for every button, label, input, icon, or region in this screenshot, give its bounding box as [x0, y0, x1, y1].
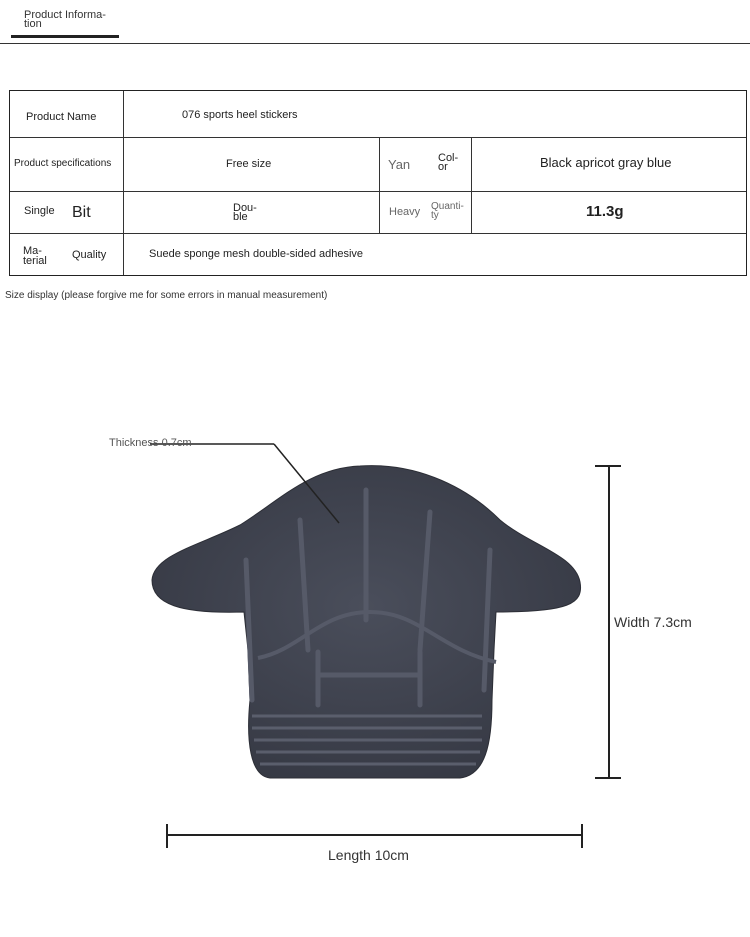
product-information-tab[interactable]: Product Informa- tion	[24, 9, 106, 30]
weight-value: 11.3g	[586, 203, 624, 220]
pad-ribs	[246, 490, 490, 700]
unit-label-b: Bit	[72, 204, 91, 221]
header-divider	[0, 43, 750, 44]
material-label-b: Quality	[72, 249, 107, 261]
product-name-label: Product Name	[26, 111, 97, 123]
size-display-note: Size display (please forgive me for some errors in manual measurement)	[5, 290, 328, 301]
thickness-label: Thickness 0.7cm	[109, 437, 192, 449]
product-name-value: 076 sports heel stickers	[182, 109, 298, 121]
material-label-a: Ma- terial	[23, 245, 47, 267]
material-value: Suede sponge mesh double-sided adhesive	[149, 248, 364, 260]
width-label: Width 7.3cm	[614, 614, 692, 630]
thickness-pointer-line	[274, 444, 339, 523]
table-row-divider	[10, 191, 746, 192]
product-specifications-label: Product specifications	[14, 158, 112, 169]
table-column-divider	[123, 91, 124, 275]
product-spec-table	[9, 90, 747, 276]
product-specifications-value: Free size	[226, 158, 272, 170]
weight-label-b: Quanti- ty	[431, 201, 464, 221]
pad-bottom-strips	[252, 716, 482, 764]
unit-value: Dou- ble	[233, 202, 257, 223]
color-label-a: Yan	[388, 157, 411, 172]
unit-label-a: Single	[24, 205, 55, 217]
table-column-divider	[471, 137, 472, 233]
active-tab-indicator	[11, 35, 119, 38]
table-column-divider	[379, 137, 380, 233]
weight-label-a: Heavy	[389, 206, 421, 218]
color-label-b: Col- or	[438, 152, 459, 173]
length-label: Length 10cm	[328, 847, 409, 863]
table-row-divider	[10, 137, 746, 138]
color-value: Black apricot gray blue	[540, 155, 672, 170]
heel-pad-image	[152, 466, 581, 778]
table-row-divider	[10, 233, 746, 234]
